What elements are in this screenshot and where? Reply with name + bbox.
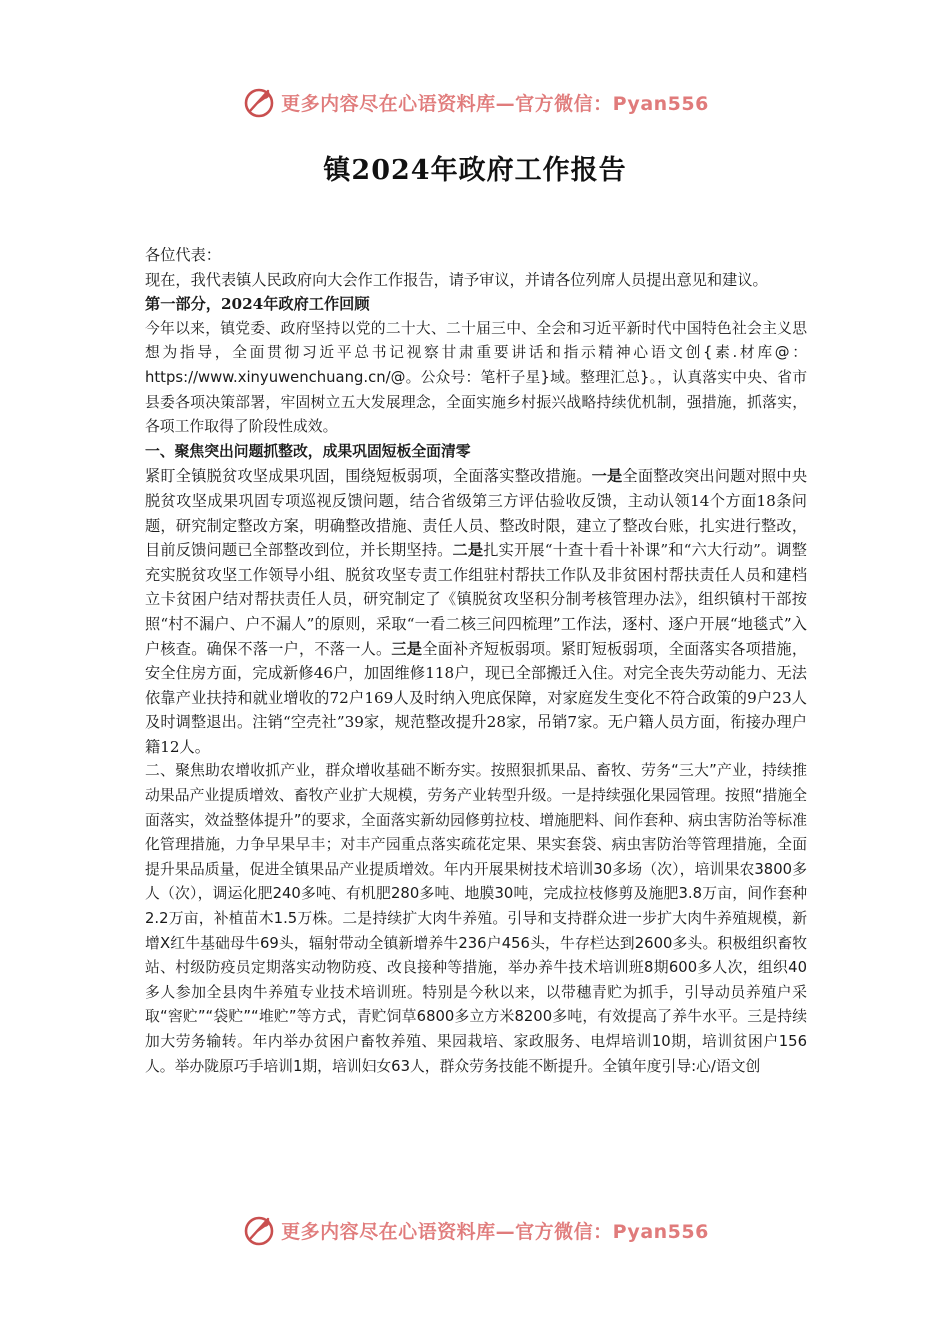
watermark-text: 更多内容尽在心语资料库—官方微信：Pyan556 bbox=[281, 1220, 709, 1243]
quill-in-circle-icon bbox=[241, 84, 277, 120]
intro-paragraph: 现在，我代表镇人民政府向大会作工作报告，请予审议，并请各位列席人员提出意见和建议。 bbox=[145, 270, 768, 289]
section1-sentence: 全面整改突出问题对照中央脱贫攻坚成果巩固专项巡视反馈问题，结合省级第三方评估验收反馈，主动认领14个方面18条问题，研究制定整改方案，明确整改措施、责任人员、整改时限，建立了整改台账，扎实进行整改，目前反馈问题已全部整改到位，并长期坚持。 bbox=[145, 467, 808, 560]
section2-paragraph: 二、聚焦助农增收抓产业，群众增收基础不断夯实。按照狠抓果品、畜牧、劳务“三大”产业，持续推动果品产业提质增效、畜牧产业扩大规模，劳务产业转型升级。一是持续强化果园管理。按照“措施全面落实，效益整体提升”的要求，全面落实新幼园修剪拉枝、增施肥料、间作套种、病虫害防治等标准化管理措施，力争早果早丰；对丰产园重点落实疏花定果、果实套袋、病虫害防治等管理措施，全面提升果品质量，促进全镇果品产业提质增效。年内开展果树技术培训30多场（次），培训果农3800多人（次），调运化肥240多吨、有机肥280多吨、地膜30吨，完成拉枝修剪及施肥3.8万亩，间作套种2.2万亩，补植苗木1.5万株。二是持续扩大肉牛养殖。引导和支持群众进一步扩大肉牛养殖规模，新增X红牛基础母牛69头，辐射带动全镇新增养牛236户456头，牛存栏达到2600多头。积极组织畜牧站、村级防疫员定期落实动物防疫、改良接种等措施，举办养牛技术培训班8期600多人次，组织40多人参加全县肉牛养殖专业技术培训班。特别是今秋以来，以带穗青贮为抓手，引导动员养殖户采取“窖贮”“袋贮”“堆贮”等方式，青贮饲草6800多立方米8200多吨，有效提高了养牛水平。三是持续加大劳务输转。年内举办贫困户畜牧养殖、果园栽培、家政服务、电焊培训10期，培训贫困户156人。举办陇原巧手培训1期，培训妇女63人，群众劳务技能不断提升。全镇年度引导:心/语文创 bbox=[145, 762, 807, 1075]
section1-sentence: 紧盯全镇脱贫攻坚成果巩固，围绕短板弱项，全面落实整改措施。 bbox=[145, 467, 592, 486]
document-title: 镇2024年政府工作报告 bbox=[323, 155, 627, 186]
watermark-text: 更多内容尽在心语资料库—官方微信：Pyan556 bbox=[281, 92, 709, 115]
keyword-third: 三是 bbox=[391, 639, 423, 658]
part1-body: 今年以来，镇党委、政府坚持以党的二十大、二十届三中、全会和习近平新时代中国特色社会主义思想为指导，全面贯彻习近平总书记视察甘肃重要讲话和指示精神心语文创{素.材库@：https://www.xinyuwenchuang.cn/@。公众号：笔杆子星}域。整理汇总}。，认真落实中央、省市县委各项决策部署，牢固树立五大发展理念，全面实施乡村振兴战略持续优机制，强措施，抓落实，各项工作取得了阶段性成效。 bbox=[145, 319, 807, 436]
keyword-first: 一是 bbox=[591, 467, 623, 486]
quill-in-circle-icon bbox=[241, 1212, 277, 1248]
part1-heading: 第一部分，2024年政府工作回顾 bbox=[145, 295, 370, 314]
section1-sentence: 扎实开展“十查十看十补课”和“六大行动”。调整充实脱贫攻坚工作领导小组、脱贫攻坚专责工作组驻村帮扶工作队及非贫困村帮扶责任人员和建档立卡贫困户结对帮扶责任人员，研究制定了《镇脱贫攻坚积分制考核管理办法》，组织镇村干部按照“村不漏户、户不漏人”的原则，采取“一看二核三问四梳理”工作法，逐村、逐户开展“地毯式”入户核查。确保不落一户，不落一人。 bbox=[145, 541, 807, 658]
section1-heading: 一、聚焦突出问题抓整改，成果巩固短板全面清零 bbox=[145, 442, 471, 460]
watermark-banner-bottom bbox=[0, 1210, 950, 1250]
salutation: 各位代表： bbox=[145, 246, 221, 264]
section1-sentence: 全面补齐短板弱项。紧盯短板弱项，全面落实各项措施，安全住房方面，完成新修46户，加固维修118户，现已全部搬迁入住。对完全丧失劳动能力、无法依靠产业扶持和就业增收的72户169人及时纳入兜底保障，对家庭发生变化不符合政策的9户23人及时调整退出。注销“空壳社”39家，规范整改提升28家，吊销7家。无户籍人员方面，衔接办理户籍12人。 bbox=[145, 639, 808, 756]
keyword-second: 二是 bbox=[452, 541, 484, 560]
document-body bbox=[145, 243, 807, 1079]
watermark-banner-top bbox=[0, 82, 950, 122]
section1-paragraph bbox=[145, 464, 807, 759]
